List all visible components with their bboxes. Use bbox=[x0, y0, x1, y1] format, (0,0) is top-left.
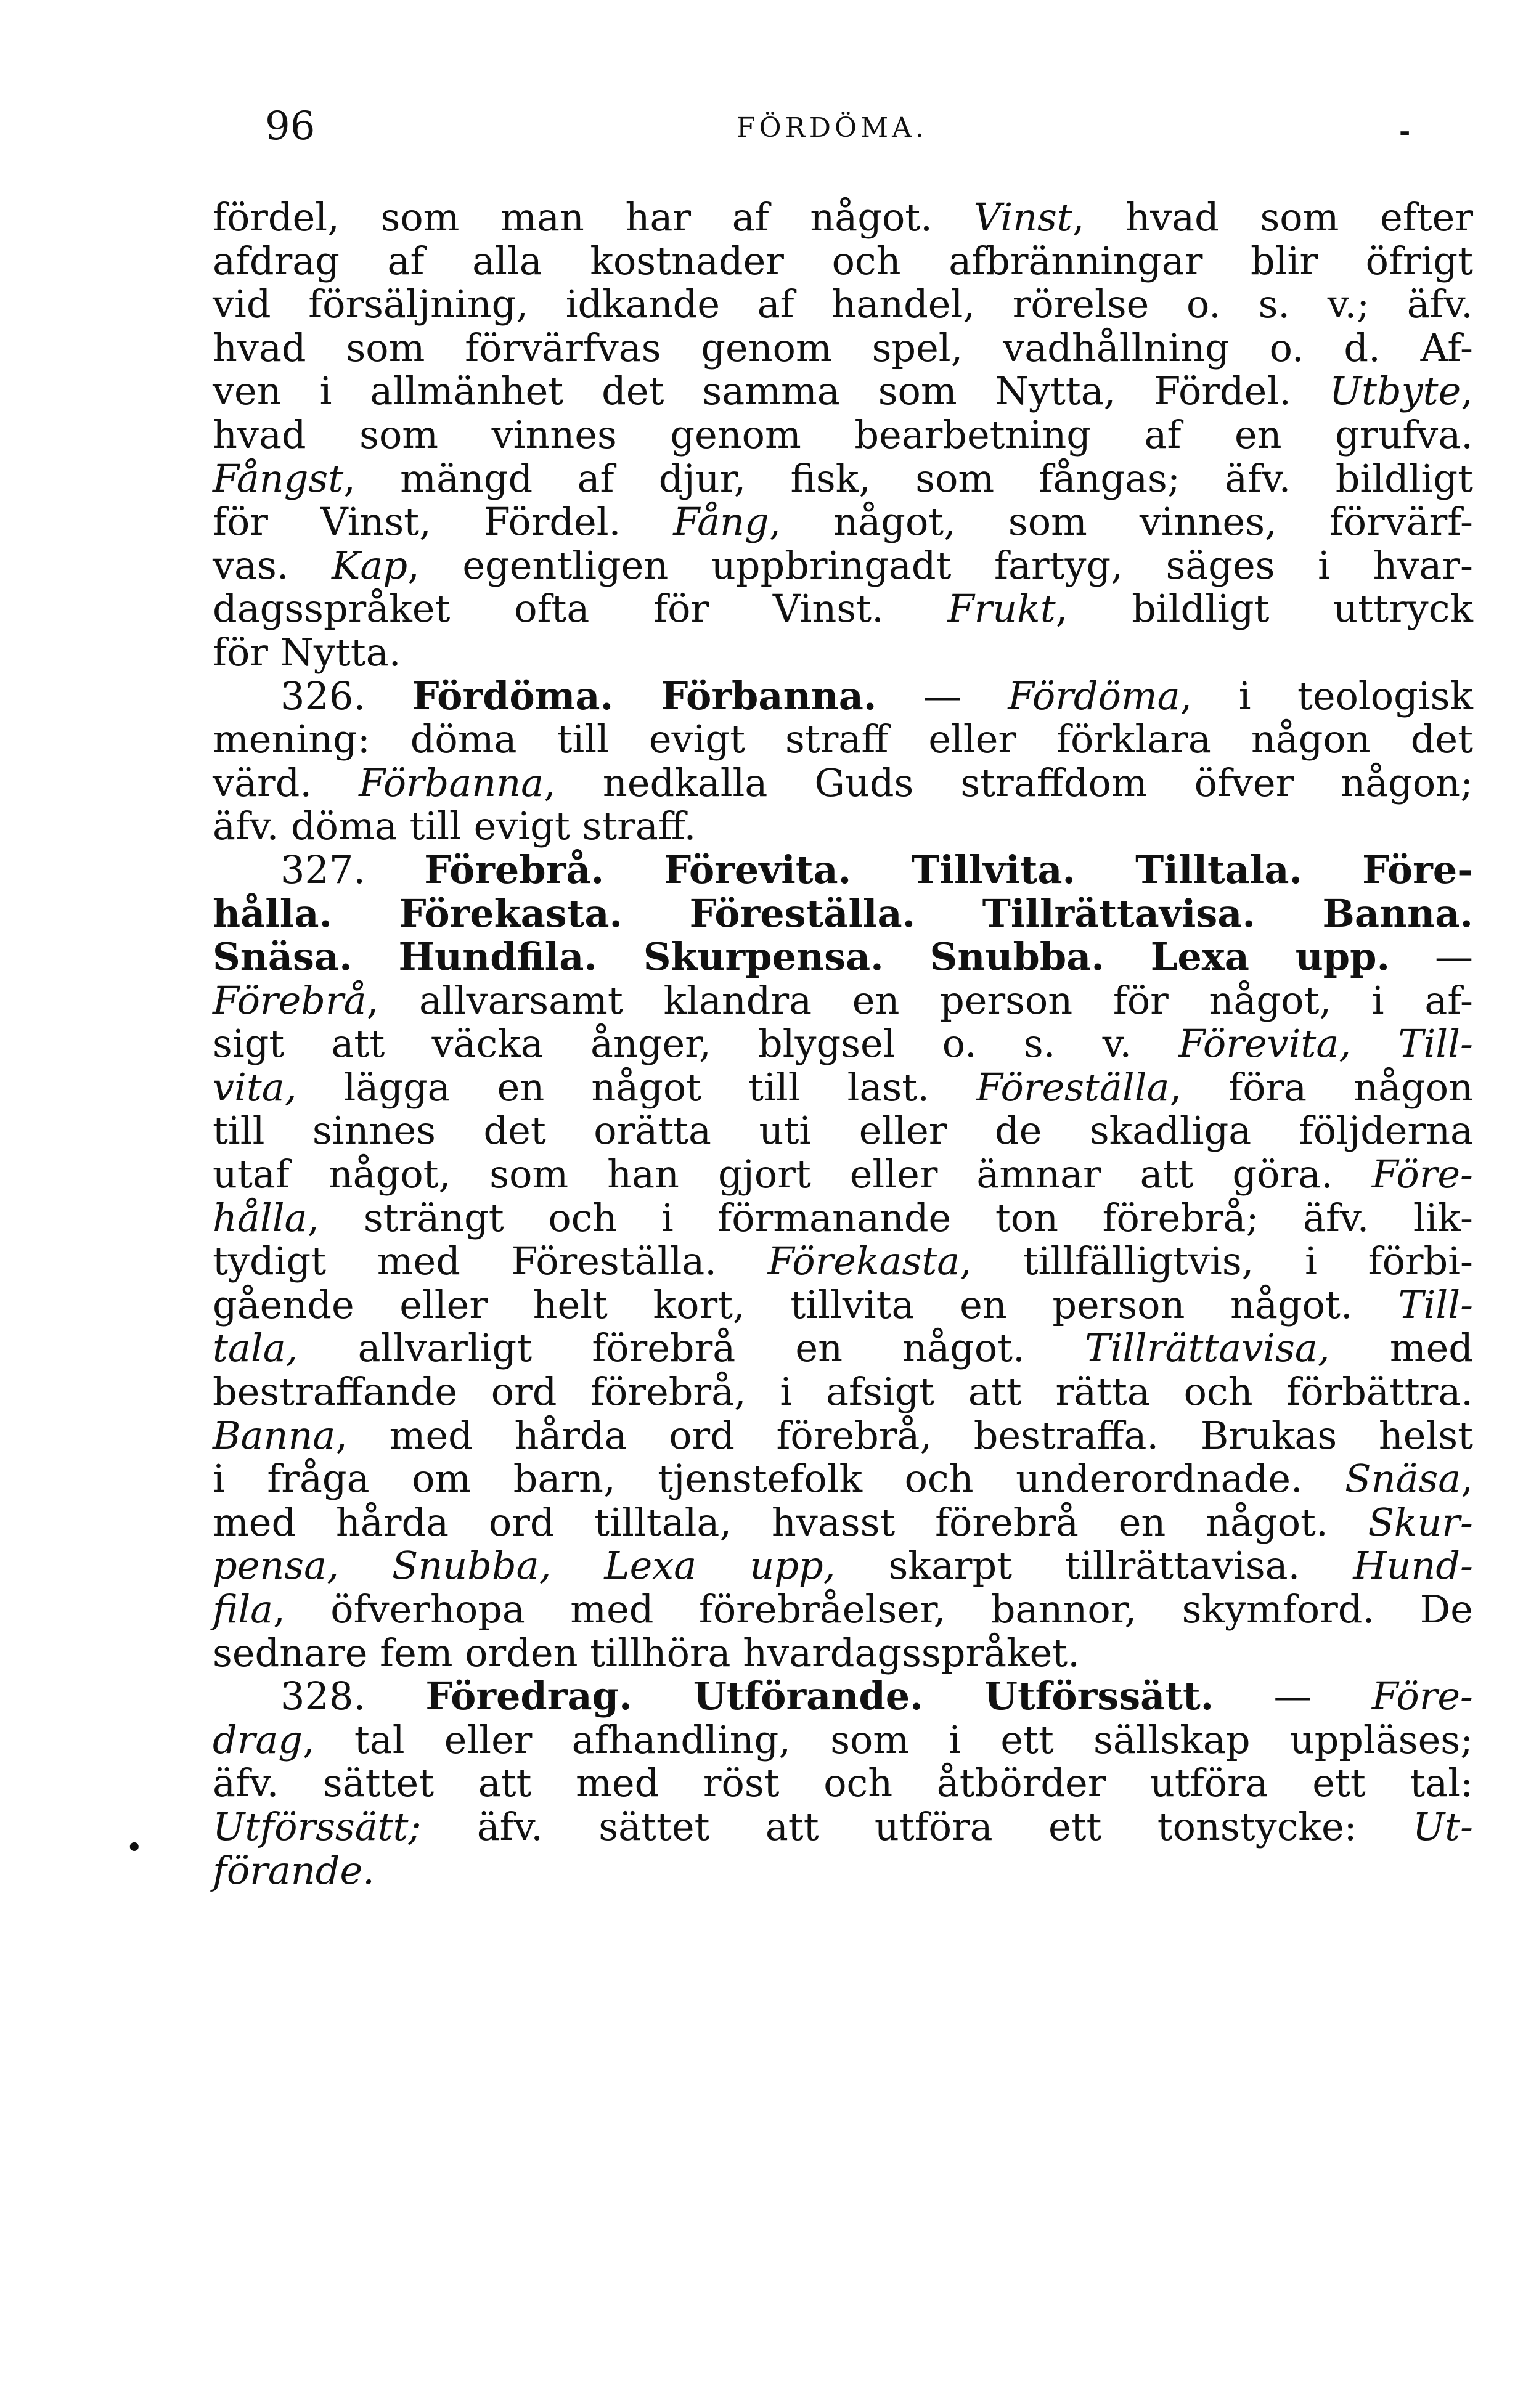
text-line bbox=[213, 1849, 1473, 1893]
text-segment: , något, som vinnes, förvärf- bbox=[769, 499, 1473, 545]
running-title: FÖRDÖMA. bbox=[737, 112, 928, 144]
term-italic: Förevita, Till- bbox=[1178, 1021, 1473, 1067]
text-line bbox=[213, 196, 1473, 240]
text-segment: sednare fem orden tillhöra hvardagsspråket. bbox=[213, 1630, 1080, 1675]
text-segment: , öfverhopa med förebråelser, bannor, skymford. De bbox=[273, 1587, 1473, 1632]
text-segment: vas. bbox=[213, 542, 332, 588]
text-segment: 326. bbox=[280, 673, 412, 718]
text-line bbox=[213, 762, 1473, 805]
page-number: 96 bbox=[265, 104, 316, 149]
text-line bbox=[213, 1457, 1473, 1501]
text-segment: mening: döma till evigt straff eller förklara någon det bbox=[213, 717, 1473, 762]
term-italic: Före- bbox=[1371, 1152, 1473, 1197]
text-line bbox=[213, 587, 1473, 631]
text-segment: lägga en något till last. bbox=[296, 1064, 976, 1110]
text-line bbox=[213, 1544, 1473, 1588]
text-line bbox=[213, 718, 1473, 762]
headword-bold: Snäsa. Hundfila. Skurpensa. Snubba. Lexa upp. bbox=[213, 934, 1390, 980]
text-line bbox=[213, 1588, 1473, 1632]
text-segment: 327. bbox=[280, 847, 425, 892]
text-segment: , med hårda ord förebrå, bestraffa. Brukas helst bbox=[335, 1412, 1473, 1458]
text-segment: hvad som vinnes genom bearbetning af en grufva. bbox=[213, 412, 1473, 457]
text-line bbox=[213, 848, 1473, 892]
text-segment: — bbox=[1390, 934, 1473, 980]
text-segment: ven i allmänhet det samma som Nytta, Fördel. bbox=[213, 368, 1329, 414]
text-segment: , egentligen uppbringadt fartyg, säges i hvar- bbox=[407, 542, 1473, 588]
headword-bold: Fördöma. Förbanna. bbox=[412, 673, 877, 718]
text-line bbox=[213, 805, 1473, 848]
text-line bbox=[213, 675, 1473, 718]
text-line bbox=[213, 283, 1473, 327]
text-segment: , mängd af djur, fisk, som fångas; äfv. bildligt bbox=[343, 455, 1473, 501]
term-italic: Frukt bbox=[947, 586, 1056, 632]
text-segment: utaf något, som han gjort eller ämnar att göra. bbox=[213, 1152, 1372, 1197]
term-italic: Kap bbox=[332, 542, 408, 588]
text-segment: med bbox=[1329, 1325, 1473, 1371]
text-segment: vid försäljning, idkande af handel, rörelse o. s. v.; äfv. bbox=[213, 282, 1473, 327]
text-segment: till sinnes det orätta uti eller de skadliga följderna bbox=[213, 1108, 1473, 1153]
text-segment: — bbox=[876, 673, 1008, 718]
term-italic: Förebrå bbox=[213, 977, 367, 1023]
text-line bbox=[213, 1501, 1473, 1545]
text-line bbox=[213, 1327, 1473, 1370]
term-italic: Fångst bbox=[213, 455, 344, 501]
headword-bold: Förebrå. Förevita. Tillvita. Tilltala. Före- bbox=[424, 847, 1473, 892]
term-italic: Till- bbox=[1398, 1282, 1473, 1327]
text-segment: , strängt och i förmanande ton förebrå; äfv. lik- bbox=[307, 1195, 1473, 1240]
text-segment: , allvarsamt klandra en person för något, i af- bbox=[366, 977, 1473, 1023]
text-line bbox=[213, 240, 1473, 283]
text-segment: afdrag af alla kostnader och afbränningar blir öfrigt bbox=[213, 238, 1473, 283]
text-line bbox=[213, 1283, 1473, 1327]
text-line bbox=[213, 1240, 1473, 1283]
term-italic: Vinst bbox=[973, 195, 1072, 240]
text-segment: fördel, som man har af något. bbox=[213, 195, 974, 240]
text-segment: äfv. sättet att med röst och åtbörder utföra ett tal: bbox=[213, 1760, 1473, 1806]
text-line bbox=[213, 1805, 1473, 1849]
text-segment: — bbox=[1214, 1674, 1372, 1719]
text-segment: tydigt med Föreställa. bbox=[213, 1239, 768, 1284]
term-italic: pensa, Snubba, Lexa upp, bbox=[213, 1543, 836, 1588]
term-italic: vita, bbox=[213, 1064, 297, 1110]
term-italic: Förbanna bbox=[359, 760, 544, 805]
text-segment: värd. bbox=[213, 760, 359, 805]
text-segment: 328. bbox=[280, 1674, 426, 1719]
text-segment: med hårda ord tilltala, hvasst förebrå en något. bbox=[213, 1499, 1368, 1545]
text-line bbox=[213, 1153, 1473, 1197]
term-italic: Tillrättavisa, bbox=[1085, 1325, 1330, 1371]
text-segment: i fråga om barn, tjenstefolk och underordnade. bbox=[213, 1456, 1345, 1502]
term-italic: Fördöma bbox=[1008, 673, 1180, 718]
text-segment: , tillfälligtvis, i förbi- bbox=[960, 1239, 1474, 1284]
text-line bbox=[213, 1022, 1473, 1066]
text-line bbox=[213, 1066, 1473, 1110]
text-segment: dagsspråket ofta för Vinst. bbox=[213, 586, 948, 632]
text-segment: bestraffande ord förebrå, i afsigt att rätta och förbättra. bbox=[213, 1369, 1473, 1415]
text-line bbox=[213, 1414, 1473, 1458]
headword-bold: Föredrag. Utförande. Utförssätt. bbox=[425, 1674, 1214, 1719]
text-segment: allvarligt förebrå en något. bbox=[298, 1325, 1085, 1371]
text-line bbox=[213, 1719, 1473, 1762]
term-italic: Ut- bbox=[1412, 1804, 1473, 1849]
term-italic: Banna bbox=[213, 1412, 336, 1458]
text-segment: , i teologisk bbox=[1180, 673, 1473, 718]
text-line bbox=[213, 979, 1473, 1023]
text-segment: , bbox=[1461, 1456, 1473, 1502]
text-segment: , hvad som efter bbox=[1072, 195, 1473, 240]
text-line bbox=[213, 631, 1473, 675]
term-italic: Skur- bbox=[1368, 1499, 1473, 1545]
text-line bbox=[213, 892, 1473, 936]
text-segment: , bbox=[1461, 368, 1473, 414]
text-line bbox=[213, 327, 1473, 370]
text-line bbox=[213, 1370, 1473, 1414]
text-line bbox=[213, 500, 1473, 544]
term-italic: Föreställa bbox=[976, 1064, 1170, 1110]
text-segment: , bildligt uttryck bbox=[1055, 586, 1473, 632]
header-mark: - bbox=[1399, 116, 1411, 147]
body-text bbox=[213, 196, 1473, 1892]
term-italic: Snäsa bbox=[1345, 1456, 1461, 1502]
text-line bbox=[213, 1109, 1473, 1153]
text-segment: hvad som förvärfvas genom spel, vadhållning o. d. Af- bbox=[213, 325, 1473, 370]
text-line bbox=[213, 1197, 1473, 1240]
term-italic: Före- bbox=[1371, 1674, 1473, 1719]
text-segment: , nedkalla Guds straffdom öfver någon; bbox=[544, 760, 1473, 805]
text-line bbox=[213, 1632, 1473, 1675]
headword-bold: hålla. Förekasta. Föreställa. Tillrättavisa. Banna. bbox=[213, 890, 1473, 936]
text-line bbox=[213, 370, 1473, 413]
term-italic: Fång bbox=[673, 499, 769, 545]
text-segment: skarpt tillrättavisa. bbox=[835, 1543, 1353, 1588]
text-segment: gående eller helt kort, tillvita en person något. bbox=[213, 1282, 1398, 1327]
text-segment: äfv. döma till evigt straff. bbox=[213, 803, 696, 849]
text-line bbox=[213, 935, 1473, 979]
text-segment: sigt att väcka ånger, blygsel o. s. v. bbox=[213, 1021, 1179, 1067]
term-italic: drag bbox=[213, 1717, 303, 1762]
text-line bbox=[213, 413, 1473, 457]
text-line bbox=[213, 1675, 1473, 1719]
term-italic: Utbyte bbox=[1329, 368, 1461, 414]
text-line bbox=[213, 1762, 1473, 1805]
text-segment: för Vinst, Fördel. bbox=[213, 499, 674, 545]
term-italic: Utförssätt; bbox=[213, 1804, 422, 1849]
text-line bbox=[213, 544, 1473, 588]
text-segment: för Nytta. bbox=[213, 629, 401, 675]
term-italic: fila bbox=[213, 1587, 274, 1632]
term-italic: tala, bbox=[213, 1325, 298, 1371]
term-italic: hålla bbox=[213, 1195, 308, 1240]
text-segment: , tal eller afhandling, som i ett sällskap uppläses; bbox=[302, 1717, 1473, 1762]
text-segment: äfv. sättet att utföra ett tonstycke: bbox=[421, 1804, 1413, 1849]
text-segment: , föra någon bbox=[1169, 1064, 1473, 1110]
running-head bbox=[213, 104, 1473, 153]
text-line bbox=[213, 457, 1473, 501]
term-italic: Förekasta bbox=[767, 1239, 960, 1284]
term-italic: Hund- bbox=[1353, 1543, 1473, 1588]
margin-mark: • bbox=[126, 1833, 142, 1862]
term-italic: förande. bbox=[213, 1847, 375, 1893]
